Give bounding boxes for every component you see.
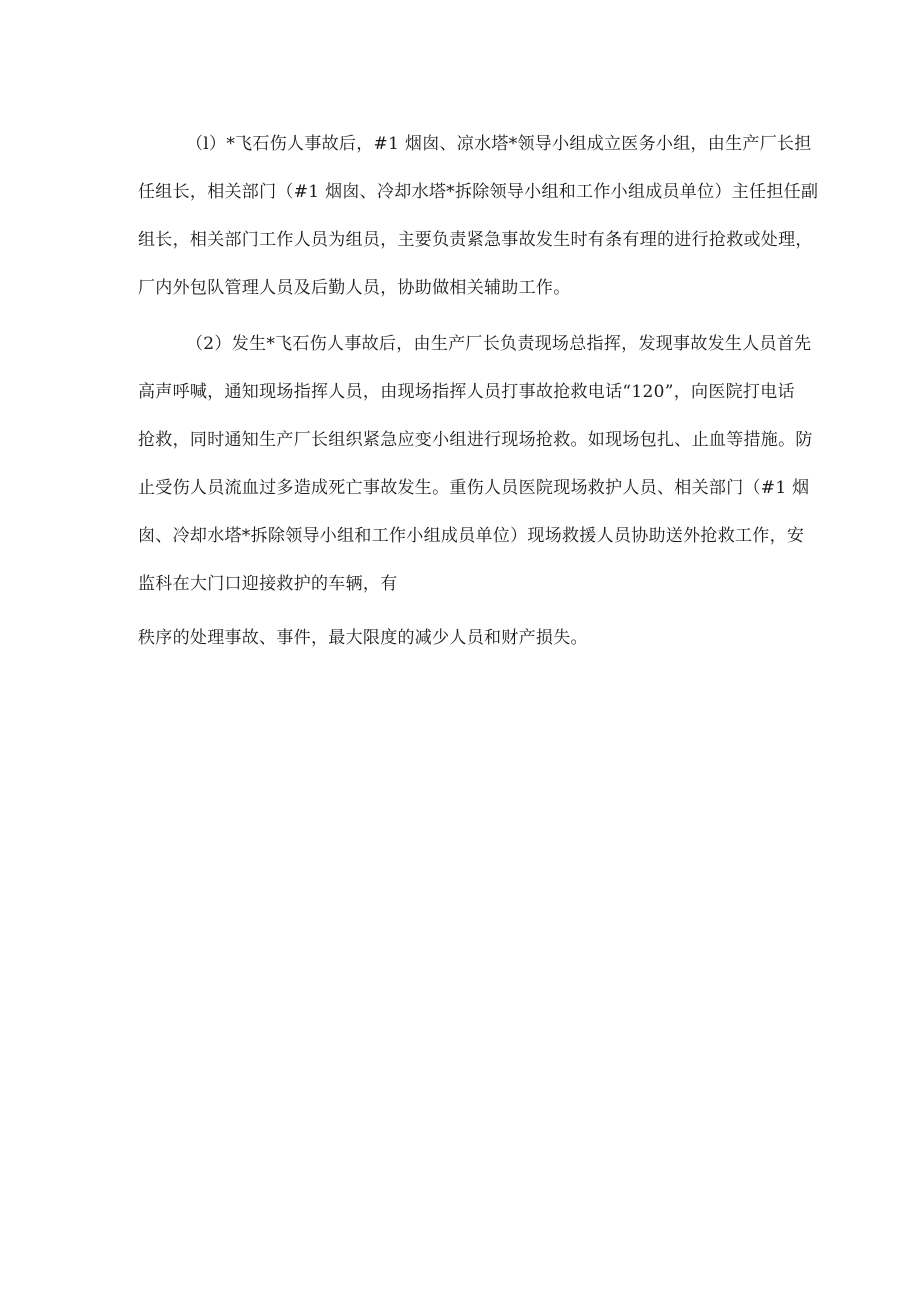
paragraph-medical-team <box>138 120 819 312</box>
text-line: 抢救，同时通知生产厂长组织紧急应变小组进行现场抢救。如现场包扎、止血等措施。防 <box>138 430 813 450</box>
text-line: 高声呼喊，通知现场指挥人员，由现场指挥人员打事故抢救电话“120”，向医院打电话 <box>138 382 795 402</box>
text-line: 组长，相关部门工作人员为组员，主要负责紧急事故发生时有条有理的进行抢救或处理， <box>138 230 813 250</box>
text-line: 任组长，相关部门（#1 烟囱、冷却水塔*拆除领导小组和工作小组成员单位）主任担任副 <box>138 182 819 202</box>
text-line: 秩序的处理事故、事件，最大限度的减少人员和财产损失。 <box>138 628 588 648</box>
text-line: 囱、冷却水塔*拆除领导小组和工作小组成员单位）现场救援人员协助送外抢救工作，安 <box>138 526 805 546</box>
paragraph-emergency-response <box>138 320 813 608</box>
text-line: 厂内外包队管理人员及后勤人员，协助做相关辅助工作。 <box>138 278 571 298</box>
text-line: 止受伤人员流血过多造成死亡事故发生。重伤人员医院现场救护人员、相关部门（#1 烟 <box>138 478 810 498</box>
text-line: （l）*飞石伤人事故后，#1 烟囱、凉水塔*领导小组成立医务小组，由生产厂长担 <box>186 134 812 154</box>
text-line: （2）发生*飞石伤人事故后，由生产厂长负责现场总指挥，发现事故发生人员首先 <box>186 334 812 354</box>
paragraph-continuation <box>138 614 804 662</box>
text-line: 监科在大门口迎接救护的车辆，有 <box>138 574 398 594</box>
